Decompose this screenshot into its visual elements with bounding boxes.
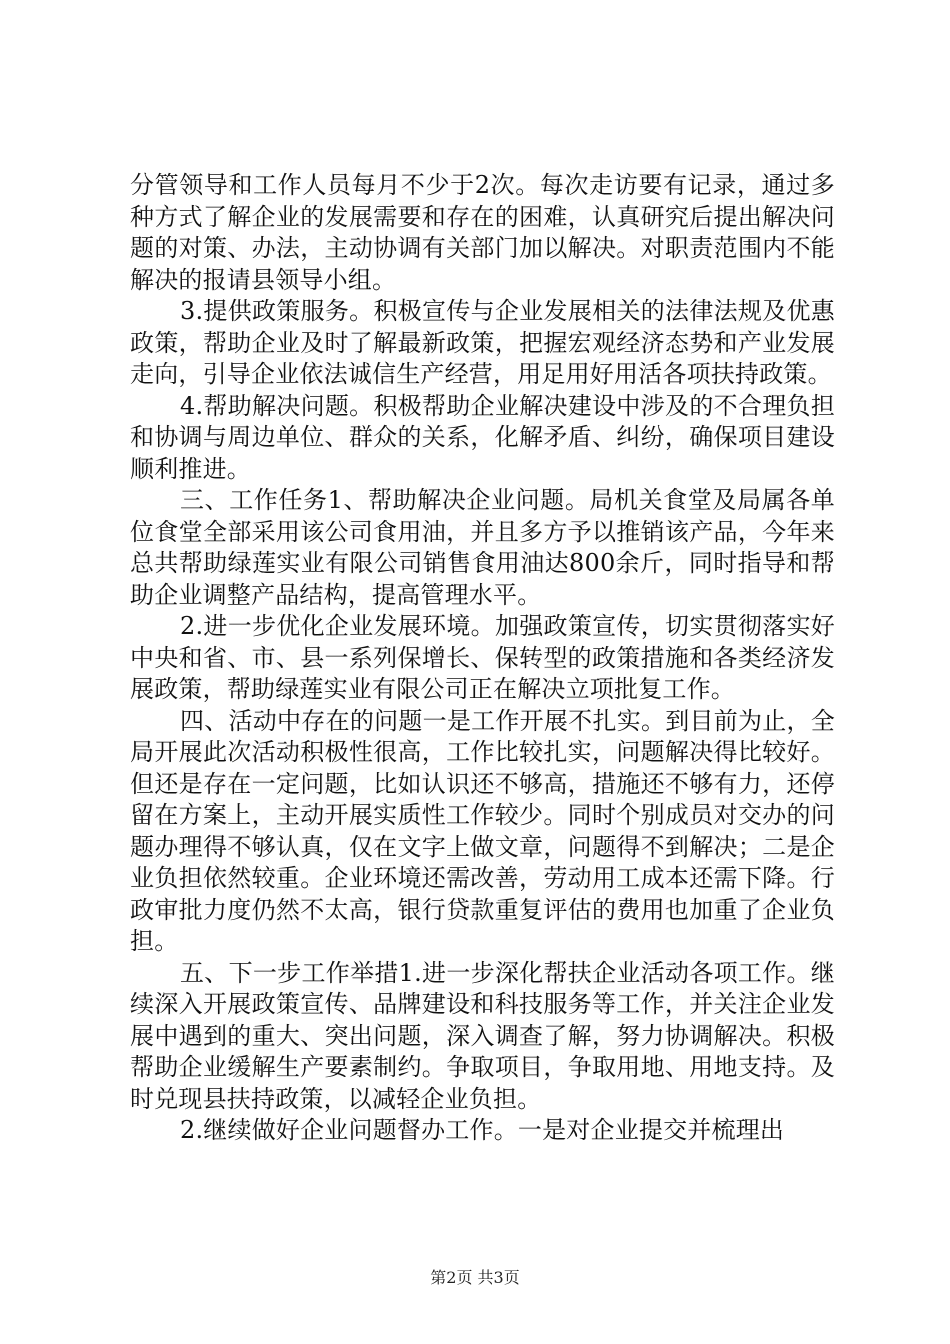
paragraph-work-tasks: 三、工作任务1、帮助解决企业问题。局机关食堂及局属各单位食堂全部采用该公司食用油，并且多方予以推销该产品，今年来总共帮助绿莲实业有限公司销售食用油达800余斤，同时指导和帮助企业调整产品结构，提高管理水平。 [130,486,835,609]
paragraph-continuation: 分管领导和工作人员每月不少于2次。每次走访要有记录，通过多种方式了解企业的发展需要和存在的困难，认真研究后提出解决问题的对策、办法，主动协调有关部门加以解决。对职责范围内不能解决的报请县领导小组。 [130,171,835,294]
paragraph-solve-problems: 4.帮助解决问题。积极帮助企业解决建设中涉及的不合理负担和协调与周边单位、群众的关系，化解矛盾、纠纷，确保项目建设顺利推进。 [130,391,835,483]
page-number-footer: 第2页 共3页 [430,1268,520,1287]
paragraph-existing-problems: 四、活动中存在的问题一是工作开展不扎实。到目前为止，全局开展此次活动积极性很高，工作比较扎实，问题解决得比较好。但还是存在一定问题，比如认识还不够高，措施还不够有力，还停留在方案上，主动开展实质性工作较少。同时个别成员对交办的问题办理得不够认真，仅在文字上做文章，问题得不到解决；二是企业负担依然较重。企业环境还需改善，劳动用工成本还需下降。行政审批力度仍然不太高，银行贷款重复评估的费用也加重了企业负担。 [130,706,835,955]
paragraph-supervision: 2.继续做好企业问题督办工作。一是对企业提交并梳理出 [180,1116,785,1144]
paragraph-policy-service: 3.提供政策服务。积极宣传与企业发展相关的法律法规及优惠政策，帮助企业及时了解最新政策，把握宏观经济态势和产业发展走向，引导企业依法诚信生产经营，用足用好用活各项扶持政策。 [130,297,835,388]
paragraph-next-steps: 五、下一步工作举措1.进一步深化帮扶企业活动各项工作。继续深入开展政策宣传、品牌建设和科技服务等工作，并关注企业发展中遇到的重大、突出问题，深入调查了解，努力协调解决。积极帮助企业缓解生产要素制约。争取项目，争取用地、用地支持。及时兑现县扶持政策，以减轻企业负担。 [130,958,835,1113]
document-body [130,170,835,1147]
paragraph-optimize-environment: 2.进一步优化企业发展环境。加强政策宣传，切实贯彻落实好中央和省、市、县一系列保增长、保转型的政策措施和各类经济发展政策，帮助绿莲实业有限公司正在解决立项批复工作。 [130,612,835,703]
